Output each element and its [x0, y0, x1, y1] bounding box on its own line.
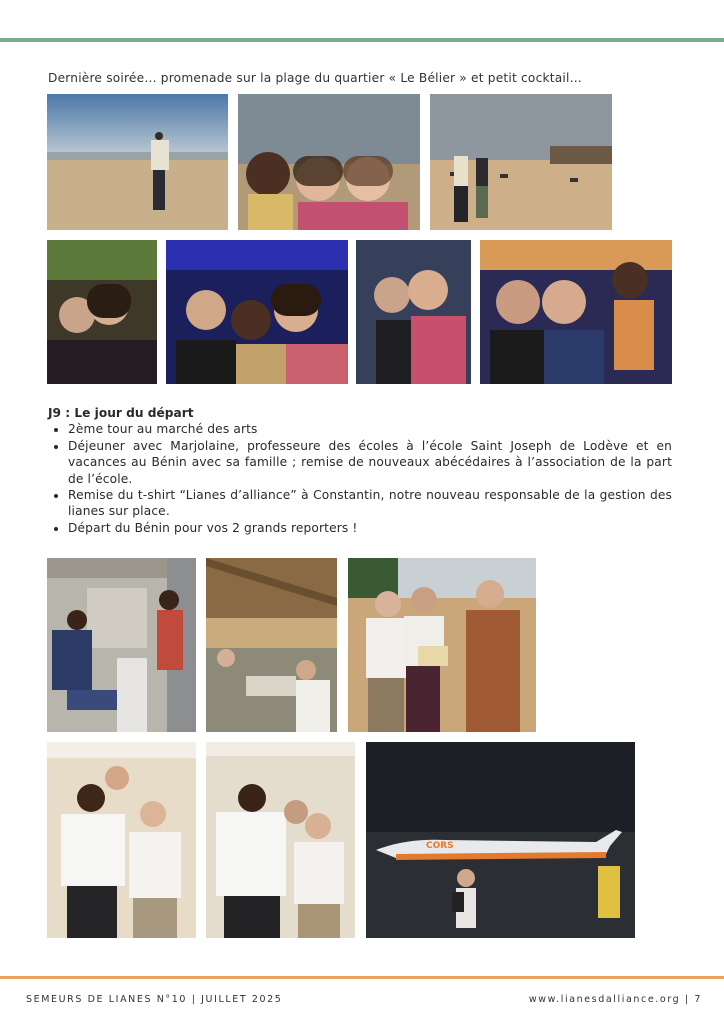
- photo-tshirt-2: [206, 742, 355, 938]
- photo-cocktail-1: [47, 240, 157, 384]
- list-item: • Remise du t-shirt “Lianes d’alliance” à Constantin, notre nouveau responsable de la gestion des lianes sur place.: [68, 487, 672, 520]
- photo-arts-market: [47, 558, 196, 732]
- photo-beach-couple: [430, 94, 612, 230]
- footer-publication: SEMEURS DE LIANES N°10 | JUILLET 2025: [26, 994, 283, 1005]
- photo-departure-plane: [366, 742, 635, 938]
- photo-caption: Dernière soirée… promenade sur la plage du quartier « Le Bélier » et petit cocktail…: [48, 71, 582, 85]
- photo-cocktail-4: [480, 240, 672, 384]
- list-item: • 2ème tour au marché des arts: [68, 421, 672, 437]
- list-item: • Déjeuner avec Marjolaine, professeure des écoles à l’école Saint Joseph de Lodève et en vacances au Bénin avec sa famille ; remise de nouveaux abécédaires à l’association de la part de l’école.: [68, 438, 672, 487]
- photo-tshirt-1: [47, 742, 196, 938]
- photo-cocktail-2: [166, 240, 348, 384]
- plane-livery: CORS: [426, 841, 454, 851]
- photo-beach-selfie: [238, 94, 420, 230]
- section-title: J9 : Le jour du départ: [48, 406, 194, 420]
- photo-cocktail-3: [356, 240, 471, 384]
- footer-website-page: www.lianesdalliance.org | 7: [528, 994, 702, 1005]
- top-divider: [0, 38, 724, 42]
- photo-lunch: [206, 558, 337, 732]
- bottom-divider: [0, 976, 724, 979]
- day-section: [48, 405, 672, 536]
- list-item: • Départ du Bénin pour vos 2 grands reporters !: [68, 520, 672, 536]
- photo-beach-walk: [47, 94, 228, 230]
- photo-abecedaires: [348, 558, 536, 732]
- section-list: [48, 421, 672, 536]
